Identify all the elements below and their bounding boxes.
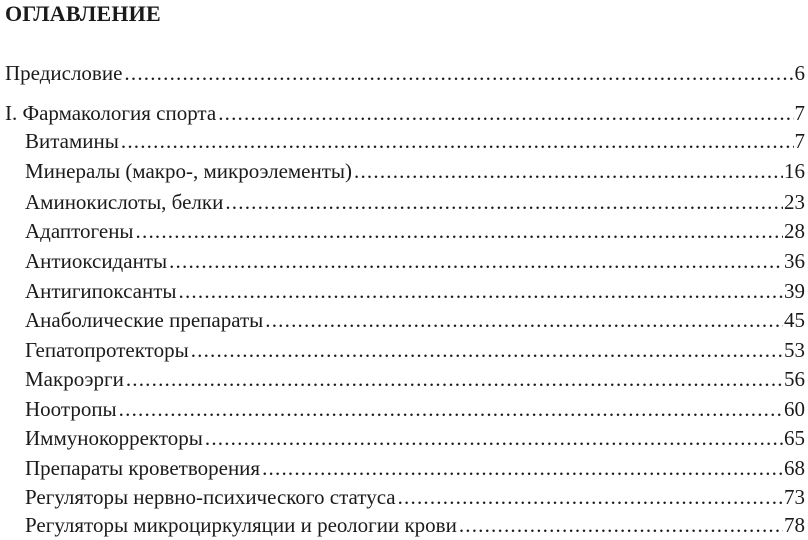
toc-entry-immunocorrectors[interactable]	[25, 425, 805, 451]
toc-entry-antihypoxants[interactable]	[25, 278, 805, 304]
dot-leader	[169, 248, 783, 274]
dot-leader	[265, 307, 783, 333]
toc-entry-page: 53	[784, 338, 805, 362]
toc-entry-amino-acids[interactable]	[25, 189, 805, 215]
dot-leader	[124, 60, 793, 86]
toc-entry-title: Препараты кроветворения	[25, 456, 261, 480]
toc-entry-anabolics[interactable]	[25, 307, 805, 333]
toc-entry-title: Иммунокорректоры	[25, 426, 203, 450]
toc-entry-page: 39	[784, 279, 805, 303]
toc-entry-title: Аминокислоты, белки	[25, 190, 224, 214]
toc-entry-vitamins[interactable]	[25, 128, 805, 154]
toc-entry-title: I. Фармакология спорта	[5, 101, 217, 125]
toc-entry-title: Адаптогены	[25, 219, 134, 243]
dot-leader	[205, 425, 783, 451]
dot-leader	[218, 100, 793, 126]
toc-entry-title: Регуляторы микроциркуляции и реологии крови	[25, 513, 457, 537]
dot-leader	[136, 218, 783, 244]
toc-entry-macroergs[interactable]	[25, 366, 805, 392]
toc-entry-neuropsychic-regulators[interactable]	[25, 484, 805, 510]
toc-entry-title: Предисловие	[5, 61, 123, 85]
toc-entry-page: 23	[784, 190, 805, 214]
dot-leader	[225, 189, 783, 215]
toc-entry-title: Макроэрги	[25, 367, 124, 391]
toc-entry-title: Гепатопротекторы	[25, 338, 189, 362]
toc-entry-title: Антигипоксанты	[25, 279, 177, 303]
toc-entry-hematopoiesis[interactable]	[25, 455, 805, 481]
toc-entry-nootropics[interactable]	[25, 396, 805, 422]
toc-entry-page: 56	[784, 367, 805, 391]
dot-leader	[354, 158, 783, 184]
toc-entry-preface[interactable]	[5, 60, 805, 86]
dot-leader	[459, 512, 783, 538]
toc-entry-page: 68	[784, 456, 805, 480]
toc-entry-page: 28	[784, 219, 805, 243]
toc-entry-title: Анаболические препараты	[25, 308, 264, 332]
toc-entry-pharmacology[interactable]	[5, 100, 805, 126]
toc-entry-antioxidants[interactable]	[25, 248, 805, 274]
toc-entry-page: 7	[794, 101, 805, 125]
dot-leader	[262, 455, 783, 481]
toc-entry-hepatoprotectors[interactable]	[25, 337, 805, 363]
toc-entry-page: 7	[794, 129, 805, 153]
dot-leader	[119, 396, 783, 422]
toc-entry-microcirculation-regulators[interactable]	[25, 512, 805, 538]
page-title: ОГЛАВЛЕНИЕ	[5, 1, 161, 26]
toc-entry-title: Регуляторы нервно-психического статуса	[25, 485, 396, 509]
toc-entry-adaptogens[interactable]	[25, 218, 805, 244]
toc-entry-page: 16	[784, 159, 805, 183]
toc-entry-title: Ноотропы	[25, 397, 117, 421]
dot-leader	[121, 128, 794, 154]
toc-entry-page: 36	[784, 249, 805, 273]
toc-entry-page: 60	[784, 397, 805, 421]
toc-entry-page: 78	[784, 513, 805, 537]
toc-entry-minerals[interactable]	[25, 158, 805, 184]
toc-entry-title: Антиоксиданты	[25, 249, 168, 273]
toc-entry-page: 6	[794, 61, 805, 85]
toc-entry-page: 65	[784, 426, 805, 450]
toc-entry-page: 45	[784, 308, 805, 332]
dot-leader	[191, 337, 783, 363]
dot-leader	[179, 278, 783, 304]
dot-leader	[126, 366, 783, 392]
dot-leader	[398, 484, 783, 510]
toc-entry-title: Минералы (макро-, микроэлементы)	[25, 159, 353, 183]
toc-entry-title: Витамины	[25, 129, 119, 153]
toc-entry-page: 73	[784, 485, 805, 509]
